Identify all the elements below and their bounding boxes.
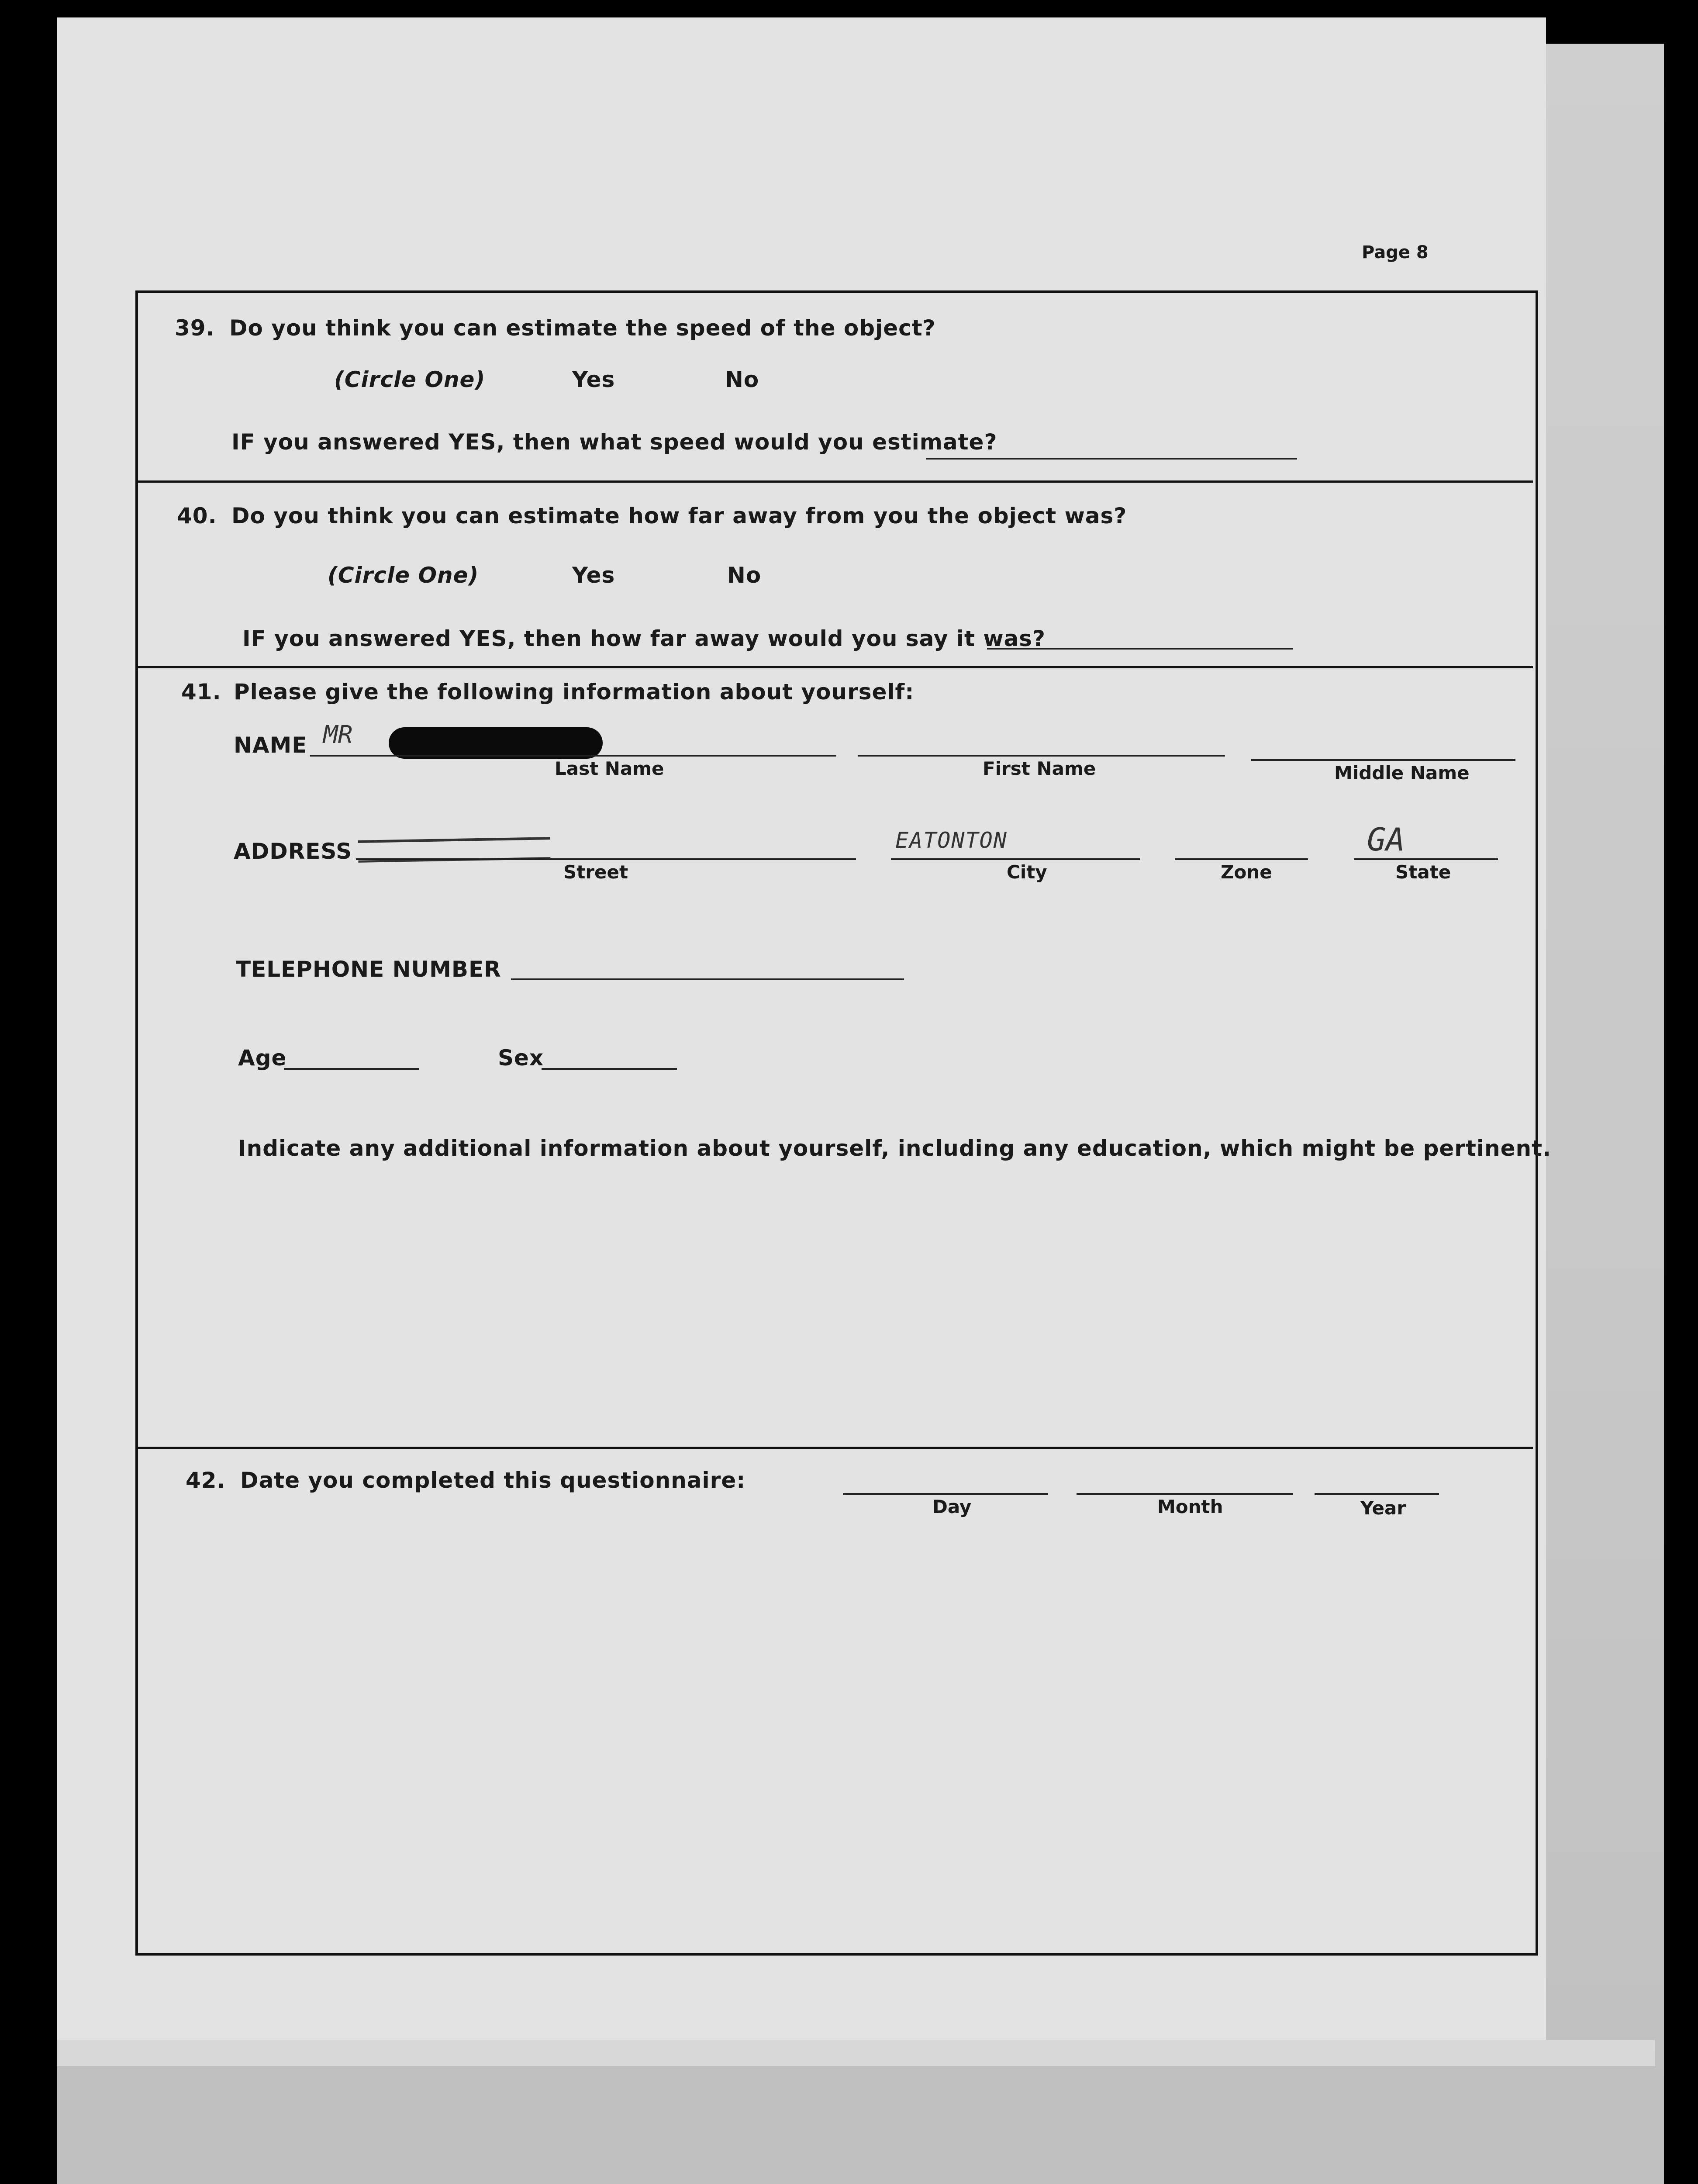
divider-40-41 <box>138 666 1533 668</box>
middle-name-field[interactable] <box>1251 759 1515 761</box>
q42-number: 42. <box>186 1468 226 1493</box>
q39-circle-label: (Circle One) <box>334 367 486 392</box>
q39-question: Do you think you can estimate the speed of the object? <box>229 315 936 341</box>
q39-no-option[interactable]: No <box>725 367 759 392</box>
state-caption: State <box>1395 861 1451 883</box>
street-caption: Street <box>563 861 628 883</box>
middle-name-caption: Middle Name <box>1334 762 1470 784</box>
additional-info-area[interactable] <box>245 1179 1511 1424</box>
day-field[interactable] <box>843 1493 1048 1495</box>
last-name-caption: Last Name <box>555 758 664 779</box>
q40-followup: IF you answered YES, then how far away would you say it was? <box>242 626 1046 651</box>
q41-prompt: Please give the following information about yourself: <box>234 679 915 705</box>
city-caption: City <box>1007 861 1047 883</box>
telephone-field[interactable] <box>511 978 904 980</box>
q40-no-option[interactable]: No <box>727 563 762 588</box>
q39-yes-option[interactable]: Yes <box>572 367 615 392</box>
age-label: Age <box>238 1045 287 1071</box>
q40-yes-option[interactable]: Yes <box>572 563 615 588</box>
q42-prompt: Date you completed this questionnaire: <box>240 1468 746 1493</box>
divider-39-40 <box>138 480 1533 483</box>
city-handwritten: EATONTON <box>895 828 1008 853</box>
age-field[interactable] <box>284 1068 419 1070</box>
q39-number: 39. <box>175 315 215 341</box>
q39-followup: IF you answered YES, then what speed would you estimate? <box>231 429 997 455</box>
telephone-label: TELEPHONE NUMBER <box>236 957 501 982</box>
page-edge-shadow <box>57 2040 1655 2066</box>
year-field[interactable] <box>1315 1493 1439 1495</box>
state-handwritten: GA <box>1367 821 1405 858</box>
address-label: ADDRESS <box>234 839 352 864</box>
sex-field[interactable] <box>542 1068 677 1070</box>
first-name-caption: First Name <box>983 758 1096 779</box>
zone-caption: Zone <box>1221 861 1272 883</box>
state-field[interactable] <box>1354 858 1498 860</box>
year-caption: Year <box>1360 1497 1406 1519</box>
divider-41-42 <box>138 1447 1533 1449</box>
sex-label: Sex <box>498 1045 544 1071</box>
name-label: NAME <box>234 733 307 758</box>
q39-speed-field[interactable] <box>926 458 1297 460</box>
q40-question: Do you think you can estimate how far away from you the object was? <box>231 503 1127 529</box>
redacted-last-name <box>389 727 603 759</box>
q40-distance-field[interactable] <box>987 648 1293 650</box>
q40-circle-label: (Circle One) <box>328 563 479 588</box>
name-handwritten-title: MR <box>323 721 353 749</box>
form-border <box>135 290 1538 1956</box>
first-name-field[interactable] <box>858 755 1225 757</box>
month-field[interactable] <box>1077 1493 1293 1495</box>
q41-number: 41. <box>181 679 221 705</box>
q40-number: 40. <box>177 503 217 529</box>
day-caption: Day <box>932 1496 972 1517</box>
street-field[interactable] <box>356 858 856 860</box>
city-field[interactable] <box>891 858 1140 860</box>
zone-field[interactable] <box>1175 858 1308 860</box>
last-name-field[interactable] <box>310 755 836 757</box>
additional-info-prompt: Indicate any additional information about yourself, including any education, which might be pertinent. <box>238 1136 1551 1161</box>
month-caption: Month <box>1157 1496 1223 1517</box>
page-number: Page 8 <box>1362 242 1429 263</box>
